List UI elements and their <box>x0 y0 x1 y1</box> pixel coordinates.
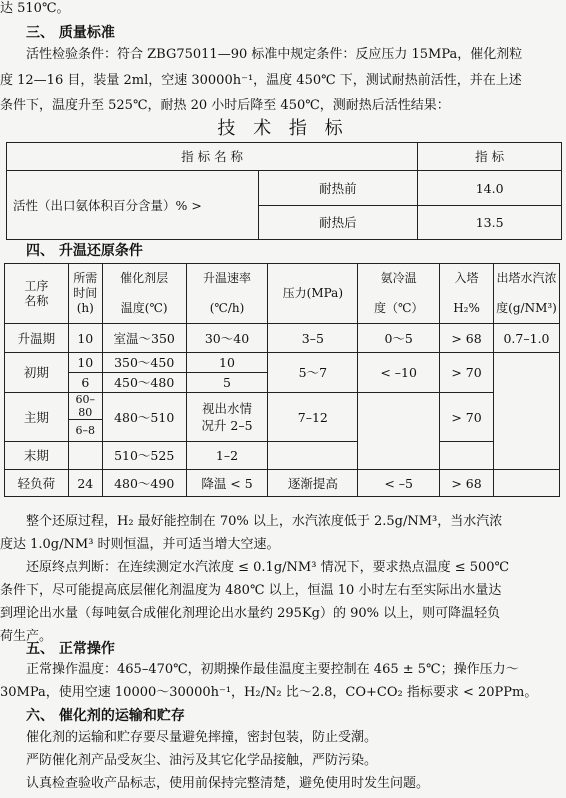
hdr-time: 所需 时间 (h) <box>68 264 102 324</box>
r3-rate: 视出水情 况升 2–5 <box>186 393 268 442</box>
sec5-line-2: 30MPa，使用空速 10000～30000h⁻¹，H₂/N₂ 比～2.8，CO+CO₂ 指标要求 < 20PPm。 <box>0 685 538 700</box>
tech-spec-table <box>6 142 562 240</box>
sec3-line-3: 条件下，温度升至 525℃，耐热 20 小时后降至 450℃，测耐热后活性结果： <box>0 98 450 113</box>
r3-temp: 480～510 <box>102 393 186 442</box>
sec6-line-1: 催化剂的运输和贮存要尽量避免摔撞，密封包装，防止受潮。 <box>26 730 378 745</box>
hdr-h2: 入塔 H₂% <box>440 264 494 324</box>
r4-press-blank <box>268 442 358 470</box>
r3-press: 7–12 <box>268 393 358 442</box>
r4-temp: 510～525 <box>102 442 186 470</box>
r5-name: 轻负荷 <box>5 470 69 497</box>
hdr-cat-temp: 催化剂层 温度(℃) <box>102 264 186 324</box>
tech-row-label: 活性（出口氨体积百分含量）% > <box>7 171 259 240</box>
sec4-p1-line-2: 度达 1.0g/NM³ 时则恒温，并可适当增大空速。 <box>0 537 280 552</box>
sec4-p2-line-4: 荷生产。 <box>0 629 53 644</box>
tech-header-name: 指 标 名 称 <box>7 143 418 171</box>
section-6-heading: 六、 催化剂的运输和贮存 <box>26 708 185 724</box>
tech-cond-before: 耐热前 <box>258 171 418 206</box>
r1-time: 10 <box>68 324 102 353</box>
r2-time-b: 6 <box>68 373 102 393</box>
sec6-line-3: 认真检查验收产品标志，使用前保持完整清楚，避免使用时发生问题。 <box>26 776 430 791</box>
table-row <box>5 393 560 420</box>
table-row <box>5 442 560 470</box>
sec3-line-1: 活性检验条件：符合 ZBG75011—90 标准中规定条件：反应压力 15MPa，催化剂粒 <box>26 47 523 62</box>
r3-name: 主期 <box>5 393 69 442</box>
hdr-pressure: 压力(MPa) <box>268 264 358 324</box>
water-blank <box>494 353 560 470</box>
tech-table-title: 技 术 指 标 <box>217 118 349 139</box>
r1-name: 升温期 <box>5 324 69 353</box>
r2-h2: > 70 <box>440 353 494 393</box>
r4-rate: 1–2 <box>186 442 268 470</box>
sec4-p2-line-3: 到理论出水量（每吨氨合成催化剂理论出水量约 295Kg）的 90% 以上，则可降温轻负 <box>0 606 501 621</box>
nh3-blank <box>358 393 440 470</box>
r4-time-blank <box>68 442 102 470</box>
r2-temp-b: 450～480 <box>102 373 186 393</box>
reduction-table <box>4 263 560 497</box>
r2-time-a: 10 <box>68 353 102 373</box>
tech-value-before: 14.0 <box>418 171 562 206</box>
intro-tail: 达 510℃。 <box>0 1 70 16</box>
r5-h2: > 68 <box>440 470 494 497</box>
r5-rate: 降温 < 5 <box>186 470 268 497</box>
r1-water: 0.7–1.0 <box>494 324 560 353</box>
r5-water-blank <box>494 470 560 497</box>
section-4-heading: 四、 升温还原条件 <box>26 243 143 259</box>
sec5-line-1: 正常操作温度：465–470℃，初期操作最佳温度主要控制在 465 ± 5℃；操作压力～ <box>26 662 519 677</box>
table-row <box>5 470 560 497</box>
hdr-heat-rate: 升温速率 (℃/h) <box>186 264 268 324</box>
r1-nh3: 0～5 <box>358 324 440 353</box>
tech-value-after: 13.5 <box>418 206 562 240</box>
table-row <box>5 324 560 353</box>
sec6-line-2: 严防催化剂产品受灰尘、油污及其它化学品接触，严防污染。 <box>26 753 378 768</box>
sec4-p2-line-2: 条件下，尽可能提高底层催化剂温度为 480℃ 以上，恒温 10 小时左右至实际出水量达 <box>0 583 502 598</box>
r5-press: 逐渐提高 <box>268 470 358 497</box>
r2-temp-a: 350～450 <box>102 353 186 373</box>
hdr-nh3-temp: 氨冷温 度（℃） <box>358 264 440 324</box>
r2-press: 5～7 <box>268 353 358 393</box>
r1-h2: > 68 <box>440 324 494 353</box>
section-5-heading: 五、 正常操作 <box>26 641 115 657</box>
r5-time: 24 <box>68 470 102 497</box>
sec4-p2-line-1: 还原终点判断：在连续测定水汽浓度 ≤ 0.1g/NM³ 情况下，要求热点温度 ≤ 500℃ <box>26 560 510 575</box>
section-3-heading: 三、 质量标准 <box>26 25 115 41</box>
r4-h2-blank <box>440 442 494 470</box>
r3-time-b: 6–8 <box>68 420 102 442</box>
sec3-line-2: 度 12—16 目，装量 2ml，空速 30000h⁻¹，温度 450℃ 下，测试耐热前活性，并在上述 <box>0 73 522 88</box>
r2-rate-a: 10 <box>186 353 268 373</box>
hdr-water: 出塔水汽浓 度(g/NM³) <box>494 264 560 324</box>
r1-press: 3–5 <box>268 324 358 353</box>
r4-name: 末期 <box>5 442 69 470</box>
r2-nh3: < –10 <box>358 353 440 393</box>
r1-temp: 室温～350 <box>102 324 186 353</box>
r3-time-a: 60–80 <box>68 393 102 420</box>
hdr-process: 工序 名称 <box>5 264 69 324</box>
sec4-p1-line-1: 整个还原过程，H₂ 最好能控制在 70% 以上，水汽浓度低于 2.5g/NM³，当水汽浓 <box>26 514 503 529</box>
r3-h2: > 70 <box>440 393 494 442</box>
r5-temp: 480～490 <box>102 470 186 497</box>
tech-header-value: 指 标 <box>418 143 562 171</box>
r2-name: 初期 <box>5 353 69 393</box>
r2-rate-b: 5 <box>186 373 268 393</box>
r5-nh3: < –5 <box>358 470 440 497</box>
r1-rate: 30～40 <box>186 324 268 353</box>
table-row <box>5 353 560 373</box>
tech-cond-after: 耐热后 <box>258 206 418 240</box>
